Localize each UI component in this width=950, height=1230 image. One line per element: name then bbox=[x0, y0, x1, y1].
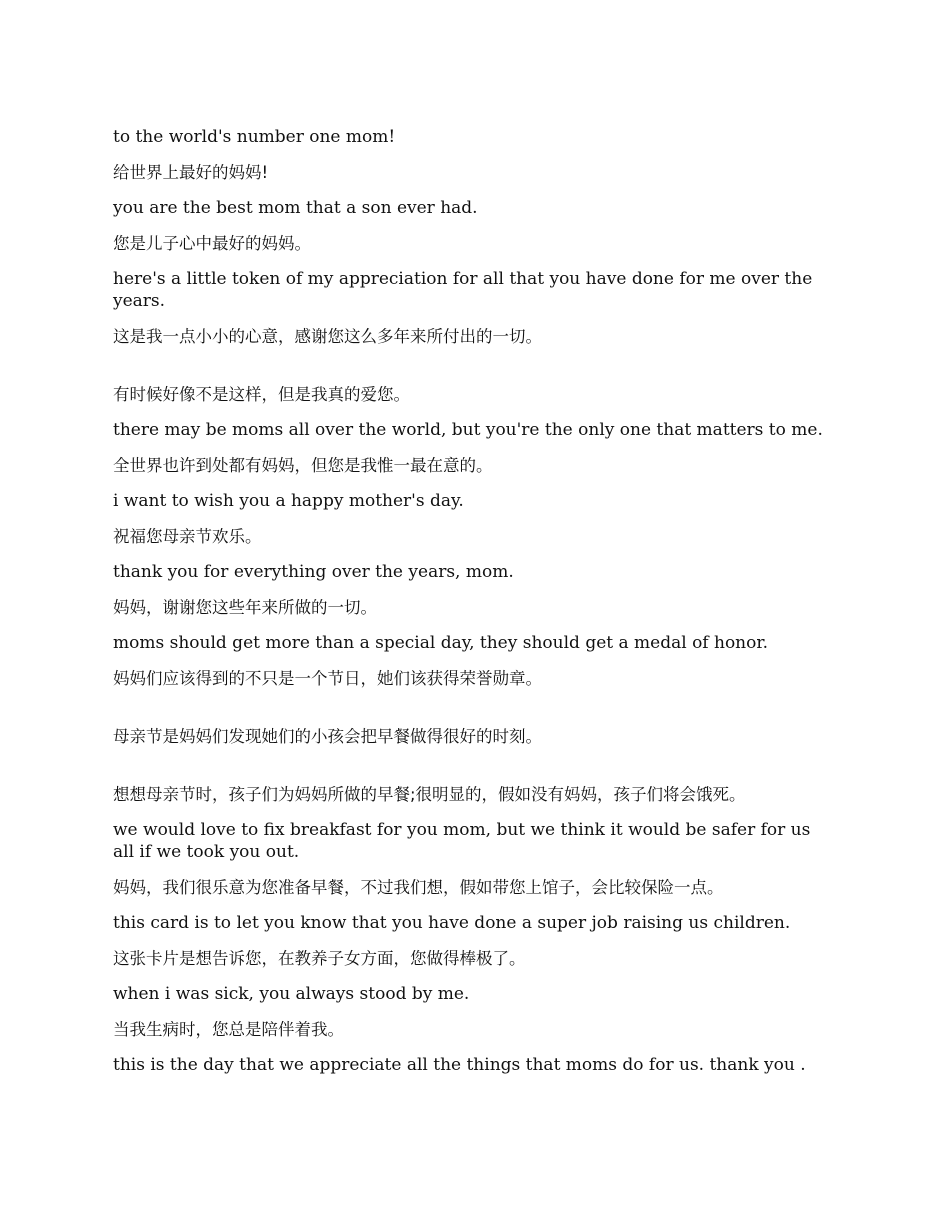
document-body bbox=[113, 126, 833, 1090]
text-line-en: thank you for everything over the years, mom. bbox=[113, 562, 514, 582]
text-line-en: i want to wish you a happy mother's day. bbox=[113, 491, 464, 511]
text-line-zh: 母亲节是妈妈们发现她们的小孩会把早餐做得很好的时刻。 bbox=[113, 726, 542, 746]
text-line-en: when i was sick, you always stood by me. bbox=[113, 984, 470, 1004]
text-line-en: this card is to let you know that you have done a super job raising us children. bbox=[113, 913, 791, 933]
text-line-zh: 给世界上最好的妈妈! bbox=[113, 162, 269, 182]
text-line-en: moms should get more than a special day, they should get a medal of honor. bbox=[113, 633, 769, 653]
text-line-en: we would love to fix breakfast for you mom, but we think it would be safer for us all if we took you out. bbox=[113, 820, 811, 862]
text-line-zh: 这张卡片是想告诉您，在教养子女方面，您做得棒极了。 bbox=[113, 948, 526, 968]
text-line-zh: 妈妈们应该得到的不只是一个节日，她们该获得荣誉勋章。 bbox=[113, 668, 542, 688]
text-line-zh: 当我生病时，您总是陪伴着我。 bbox=[113, 1019, 344, 1039]
text-line-zh: 这是我一点小小的心意，感谢您这么多年来所付出的一切。 bbox=[113, 326, 542, 346]
text-line-zh: 有时候好像不是这样，但是我真的爱您。 bbox=[113, 384, 410, 404]
text-line-en: you are the best mom that a son ever had. bbox=[113, 198, 478, 218]
text-line-zh: 祝福您母亲节欢乐。 bbox=[113, 526, 262, 546]
text-line-zh: 妈妈，我们很乐意为您准备早餐，不过我们想，假如带您上馆子，会比较保险一点。 bbox=[113, 877, 724, 897]
text-line-en: this is the day that we appreciate all the things that moms do for us. thank you . bbox=[113, 1055, 806, 1075]
text-line-en: to the world's number one mom! bbox=[113, 127, 396, 147]
text-line-zh: 您是儿子心中最好的妈妈。 bbox=[113, 233, 311, 253]
text-line-en: here's a little token of my appreciation for all that you have done for me over the years. bbox=[113, 269, 813, 311]
text-line-zh: 想想母亲节时，孩子们为妈妈所做的早餐;很明显的，假如没有妈妈，孩子们将会饿死。 bbox=[113, 784, 746, 804]
text-line-zh: 全世界也许到处都有妈妈，但您是我惟一最在意的。 bbox=[113, 455, 493, 475]
text-line-en: there may be moms all over the world, but you're the only one that matters to me. bbox=[113, 420, 823, 440]
text-line-zh: 妈妈，谢谢您这些年来所做的一切。 bbox=[113, 597, 377, 617]
